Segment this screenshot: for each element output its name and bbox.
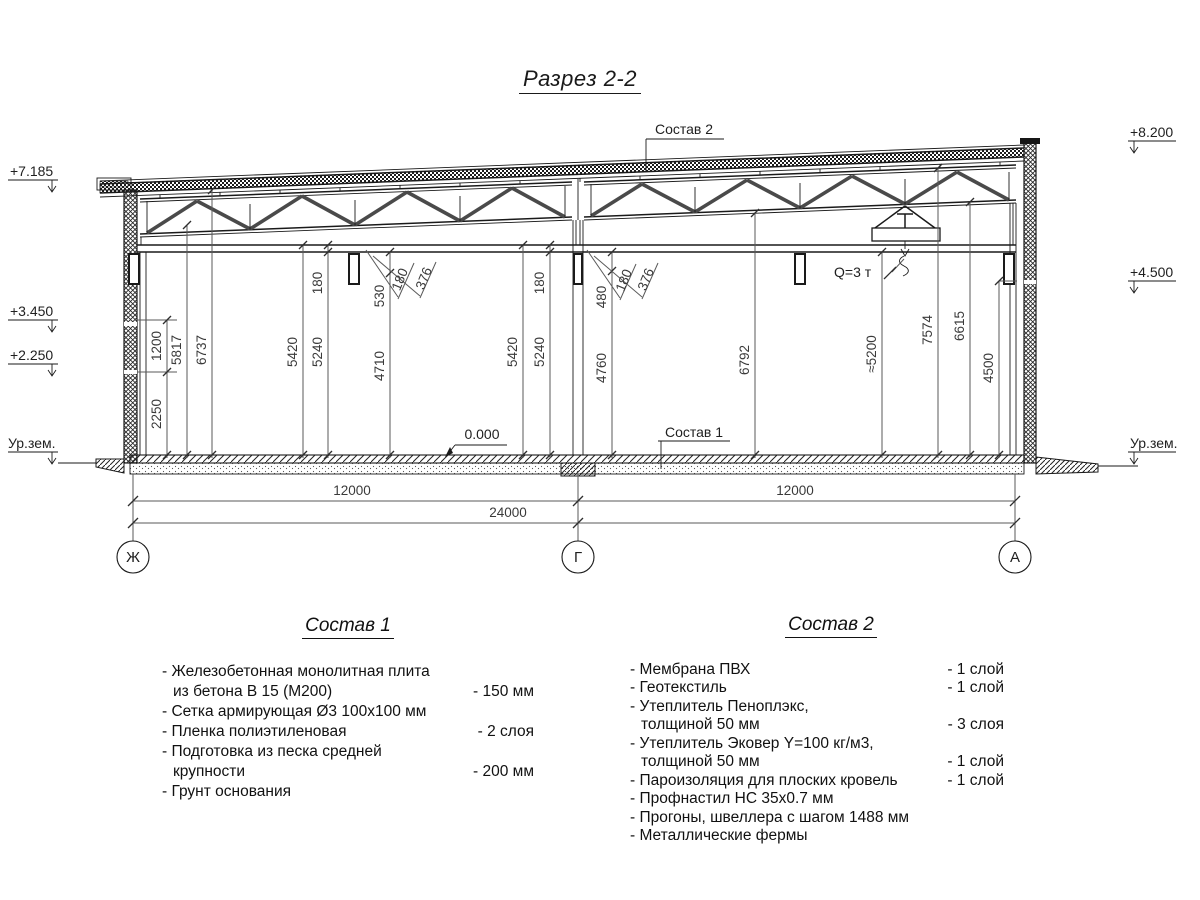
dims-middle xyxy=(505,209,759,459)
roof-assembly xyxy=(97,145,1024,198)
left-wall xyxy=(124,190,137,463)
dim-530: 530 xyxy=(372,284,387,308)
axis-label-a: А xyxy=(1009,549,1021,566)
dim-5240: 5240 xyxy=(310,336,325,368)
elevation-marks-right xyxy=(1128,124,1178,464)
dim-12000-left: 12000 xyxy=(333,483,371,498)
composition-item: - Подготовка из песка средней крупности - 200 мм xyxy=(162,743,534,780)
composition-item: - Прогоны, швеллера с шагом 1488 мм xyxy=(630,808,910,826)
elevation-label: +2.250 xyxy=(10,347,54,363)
elevation-marks-left xyxy=(8,163,58,464)
elevation-label: +4.500 xyxy=(1130,264,1174,280)
dim-24000: 24000 xyxy=(489,505,527,520)
dim-5200: ≈5200 xyxy=(864,335,879,373)
dim-4760: 4760 xyxy=(594,352,609,384)
truss-right-span xyxy=(584,165,1016,220)
zero-level-label: 0.000 xyxy=(464,426,500,442)
dim-4710: 4710 xyxy=(372,350,387,382)
ground-level-label: Ур.зем. xyxy=(8,435,56,451)
composition-2-title: Состав 2 xyxy=(644,616,1018,635)
composition-1-title: Состав 1 xyxy=(162,616,534,636)
elevation-label: +7.185 xyxy=(10,163,54,179)
dim-2250: 2250 xyxy=(149,398,164,430)
dim-180: 180 xyxy=(532,271,547,295)
callout-label: Состав 2 xyxy=(654,121,714,137)
axis-label-zh: Ж xyxy=(126,549,140,566)
drawing-title: Разрез 2-2 xyxy=(450,66,710,92)
composition-item: - Железобетонная монолитная плита из бетона В 15 (М200) - 150 мм xyxy=(162,663,534,700)
dim-180: 180 xyxy=(310,271,325,295)
composition-item: - Грунт основания xyxy=(162,783,291,800)
dim-4500: 4500 xyxy=(981,352,996,384)
composition-item: - Пароизоляция для плоских кровель - 1 слой xyxy=(630,771,1004,789)
dim-6792: 6792 xyxy=(737,344,752,376)
dim-6615: 6615 xyxy=(952,310,967,342)
composition-item: - Мембрана ПВХ - 1 слой xyxy=(630,660,1004,678)
dim-5420: 5420 xyxy=(285,336,300,368)
dim-6737: 6737 xyxy=(194,334,209,366)
truss-diagonals xyxy=(147,188,565,233)
composition-item: - Металлические фермы xyxy=(630,827,808,844)
dim-376-leader: 376 xyxy=(412,265,436,292)
composition-item: - Геотекстиль - 1 слой xyxy=(630,679,1004,696)
crane-capacity-label: Q=3 т xyxy=(834,264,872,280)
right-wall xyxy=(1020,138,1040,463)
dim-480: 480 xyxy=(594,285,609,309)
right-ramp xyxy=(1036,457,1098,474)
composition-1-block xyxy=(162,616,534,802)
dim-376-leader: 376 xyxy=(634,266,658,293)
dim-12000-right: 12000 xyxy=(776,483,814,498)
composition-item: - Пленка полиэтиленовая - 2 слоя xyxy=(162,723,534,740)
elevation-label: +3.450 xyxy=(10,303,54,319)
floor-slab xyxy=(58,455,1138,476)
dims-horizontal xyxy=(128,474,1020,541)
parapet-cap xyxy=(1020,138,1040,144)
ground-level-label: Ур.зем. xyxy=(1130,435,1178,451)
dim-5817: 5817 xyxy=(169,334,184,366)
composition-item: - Утеплитель Пеноплэкс, толщиной 50 мм - 3 слоя xyxy=(630,697,1004,733)
composition-item: - Профнастил НС 35х0.7 мм xyxy=(630,790,834,807)
dim-5240: 5240 xyxy=(532,336,547,368)
dim-1200: 1200 xyxy=(149,330,164,362)
composition-item: - Сетка армирующая Ø3 100х100 мм xyxy=(162,703,427,720)
callout-label: Состав 1 xyxy=(664,424,724,440)
dim-5420: 5420 xyxy=(505,336,520,368)
composition-2-block xyxy=(630,616,1004,846)
elevation-label: +8.200 xyxy=(1130,124,1174,140)
dim-180-leader: 180 xyxy=(612,267,636,294)
axis-label-g: Г xyxy=(573,549,583,566)
hoist xyxy=(834,206,940,280)
zero-level-mark xyxy=(445,426,507,457)
composition-item: - Утеплитель Эковер Y=100 кг/м3, толщиной 50 мм - 1 слой xyxy=(630,734,1004,770)
truss-left-span xyxy=(140,182,572,237)
dim-7574: 7574 xyxy=(920,314,935,346)
dim-180-leader: 180 xyxy=(388,266,412,293)
left-apron xyxy=(96,459,124,473)
axis-markers xyxy=(117,541,1031,573)
